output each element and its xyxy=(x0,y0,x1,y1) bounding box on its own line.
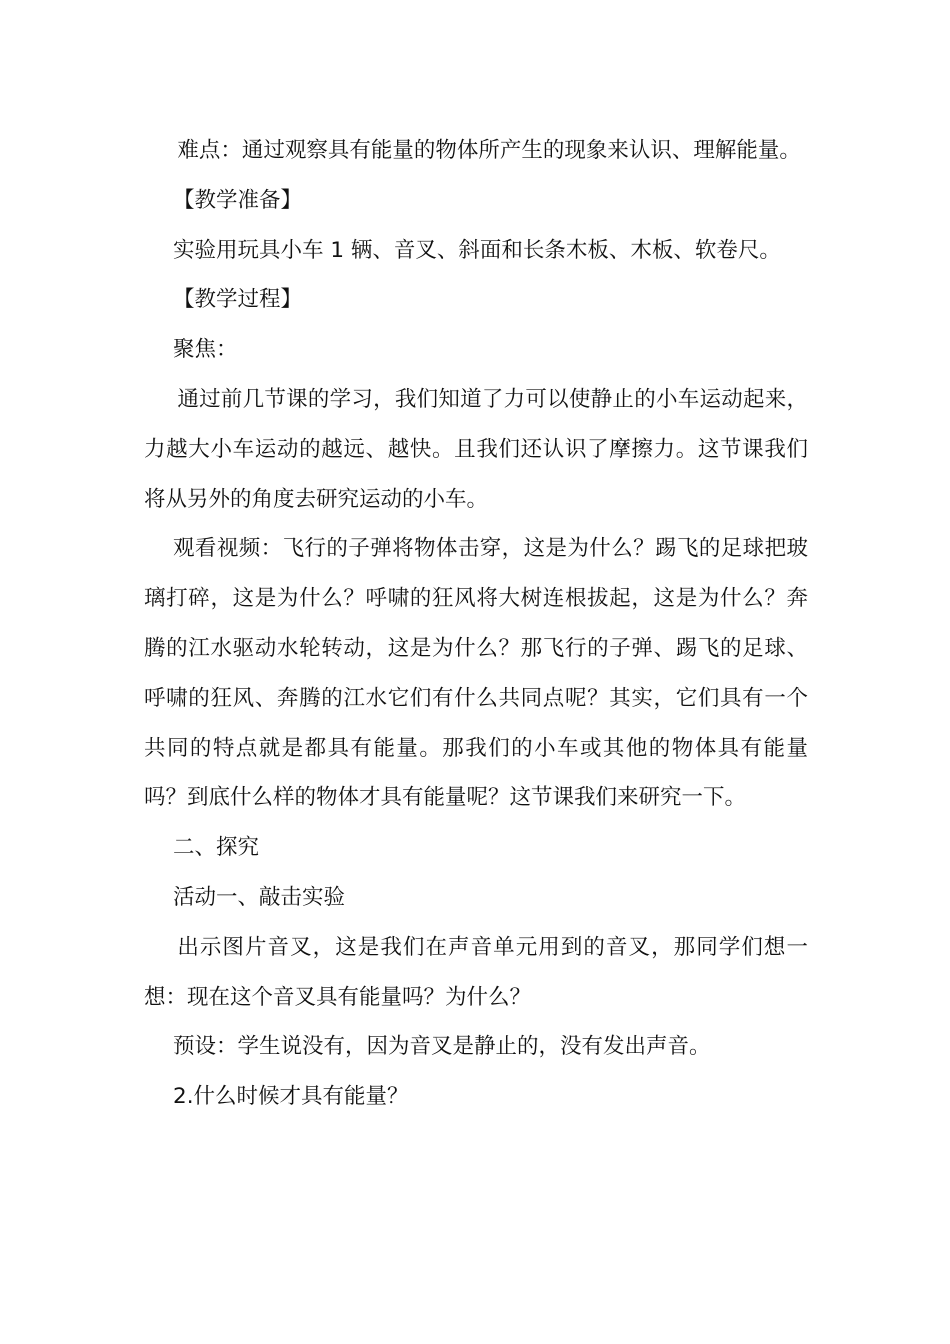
paragraph-difficulty: 难点：通过观察具有能量的物体所产生的现象来认识、理解能量。 xyxy=(177,138,801,163)
heading-explore: 二、探究 xyxy=(173,835,260,861)
heading-focus: 聚焦： xyxy=(173,337,238,363)
document-body xyxy=(144,126,808,1122)
paragraph-video: 观看视频：飞行的子弹将物体击穿，这是为什么？踢飞的足球把玻璃打碎，这是为什么？呼啸的狂风将大树连根拔起，这是为什么？奔腾的江水驱动水轮转动，这是为什么？那飞行的子弹、踢飞的足球、呼啸的狂风、奔腾的江水它们有什么共同点呢？其实，它们具有一个共同的特点就是都具有能量。那我们的小车或其他的物体具有能量吗？到底什么样的物体才具有能量呢？这节课我们来研究一下。 xyxy=(144,536,808,811)
paragraph-question-two: 2.什么时候才具有能量？ xyxy=(173,1084,409,1110)
paragraph-presupposition: 预设：学生说没有，因为音叉是静止的，没有发出声音。 xyxy=(173,1034,711,1060)
heading-activity-one: 活动一、敲击实验 xyxy=(173,884,346,910)
paragraph-review: 通过前几节课的学习，我们知道了力可以使静止的小车运动起来，力越大小车运动的越远、越快。且我们还认识了摩擦力。这节课我们将从另外的角度去研究运动的小车。 xyxy=(144,386,808,512)
paragraph-tuning-fork: 出示图片音叉，这是我们在声音单元用到的音叉，那同学们想一想：现在这个音叉具有能量吗？为什么？ xyxy=(144,934,808,1010)
heading-teaching-preparation: 【教学准备】 xyxy=(173,187,303,213)
heading-teaching-process: 【教学过程】 xyxy=(173,287,303,313)
paragraph-materials: 实验用玩具小车 1 辆、音叉、斜面和长条木板、木板、软卷尺。 xyxy=(173,237,781,263)
